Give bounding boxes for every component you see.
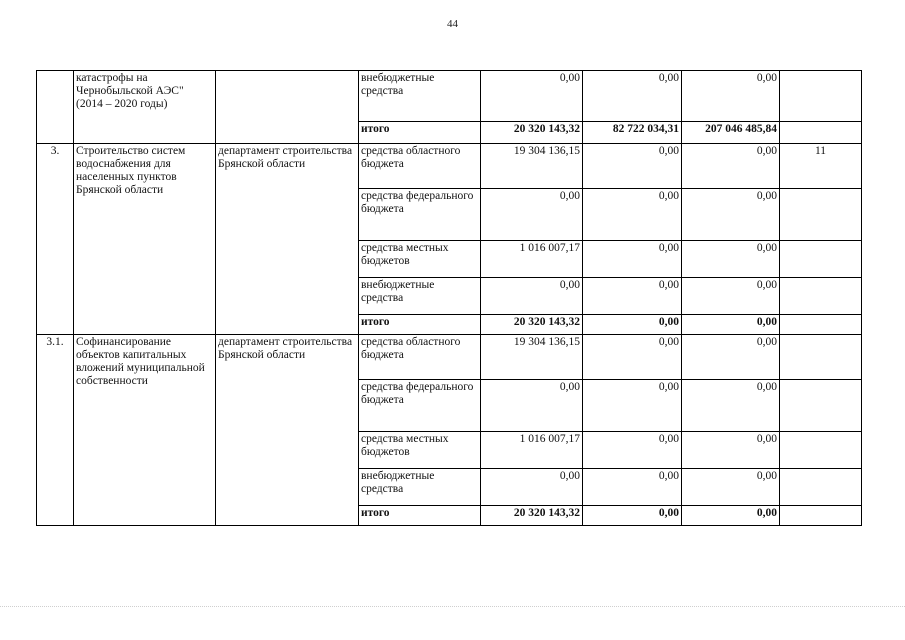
extra-cell [780, 315, 862, 335]
amount-cell: 0,00 [481, 71, 583, 122]
amount-cell: 0,00 [682, 315, 780, 335]
extra-cell [780, 278, 862, 315]
amount-cell: 0,00 [583, 506, 682, 526]
amount-cell: 0,00 [481, 278, 583, 315]
amount-cell: 1 016 007,17 [481, 241, 583, 278]
amount-cell: 0,00 [682, 335, 780, 380]
table-row [37, 335, 862, 380]
amount-cell: 20 320 143,32 [481, 315, 583, 335]
program-name-cell: катастрофы на Чернобыльской АЭС" (2014 – 2020 годы) [74, 71, 216, 144]
extra-cell [780, 71, 862, 122]
executor-cell: департамент строительства Брянской области [216, 144, 359, 335]
table-body [37, 71, 862, 526]
amount-cell: 82 722 034,31 [583, 122, 682, 144]
amount-cell: 19 304 136,15 [481, 144, 583, 189]
amount-cell: 0,00 [682, 71, 780, 122]
funding-source-cell: внебюджетные средства [359, 278, 481, 315]
extra-cell [780, 189, 862, 241]
amount-cell: 0,00 [583, 469, 682, 506]
extra-cell: 11 [780, 144, 862, 189]
program-name-cell: Строительство систем водоснабжения для населенных пунктов Брянской области [74, 144, 216, 335]
amount-cell: 20 320 143,32 [481, 506, 583, 526]
executor-cell: департамент строительства Брянской области [216, 335, 359, 526]
amount-cell: 0,00 [682, 469, 780, 506]
funding-source-cell: средства федерального бюджета [359, 189, 481, 241]
amount-cell: 1 016 007,17 [481, 432, 583, 469]
table-row [37, 144, 862, 189]
amount-cell: 207 046 485,84 [682, 122, 780, 144]
extra-cell [780, 335, 862, 380]
funding-source-cell: итого [359, 506, 481, 526]
row-number-cell [37, 71, 74, 144]
page-number: 44 [447, 18, 458, 30]
extra-cell [780, 122, 862, 144]
extra-cell [780, 380, 862, 432]
amount-cell: 0,00 [583, 315, 682, 335]
budget-table [36, 70, 862, 526]
amount-cell: 0,00 [682, 380, 780, 432]
funding-source-cell: итого [359, 122, 481, 144]
funding-source-cell: средства областного бюджета [359, 335, 481, 380]
amount-cell: 0,00 [682, 278, 780, 315]
scan-artifact-line [0, 606, 905, 608]
amount-cell: 20 320 143,32 [481, 122, 583, 144]
funding-source-cell: внебюджетные средства [359, 469, 481, 506]
amount-cell: 0,00 [682, 241, 780, 278]
amount-cell: 0,00 [583, 432, 682, 469]
amount-cell: 0,00 [481, 189, 583, 241]
amount-cell: 0,00 [481, 469, 583, 506]
funding-source-cell: средства местных бюджетов [359, 241, 481, 278]
funding-source-cell: средства федерального бюджета [359, 380, 481, 432]
funding-source-cell: внебюджетные средства [359, 71, 481, 122]
amount-cell: 0,00 [583, 144, 682, 189]
extra-cell [780, 241, 862, 278]
extra-cell [780, 506, 862, 526]
table-row [37, 71, 862, 122]
amount-cell: 0,00 [583, 241, 682, 278]
amount-cell: 0,00 [583, 278, 682, 315]
amount-cell: 0,00 [583, 380, 682, 432]
amount-cell: 0,00 [583, 335, 682, 380]
row-number-cell: 3.1. [37, 335, 74, 526]
amount-cell: 19 304 136,15 [481, 335, 583, 380]
extra-cell [780, 469, 862, 506]
amount-cell: 0,00 [583, 71, 682, 122]
amount-cell: 0,00 [583, 189, 682, 241]
funding-source-cell: средства областного бюджета [359, 144, 481, 189]
funding-source-cell: итого [359, 315, 481, 335]
amount-cell: 0,00 [682, 432, 780, 469]
row-number-cell: 3. [37, 144, 74, 335]
amount-cell: 0,00 [682, 506, 780, 526]
amount-cell: 0,00 [682, 189, 780, 241]
executor-cell [216, 71, 359, 144]
amount-cell: 0,00 [682, 144, 780, 189]
amount-cell: 0,00 [481, 380, 583, 432]
program-name-cell: Софинансирование объектов капитальных вложений муниципальной собственности [74, 335, 216, 526]
extra-cell [780, 432, 862, 469]
funding-source-cell: средства местных бюджетов [359, 432, 481, 469]
